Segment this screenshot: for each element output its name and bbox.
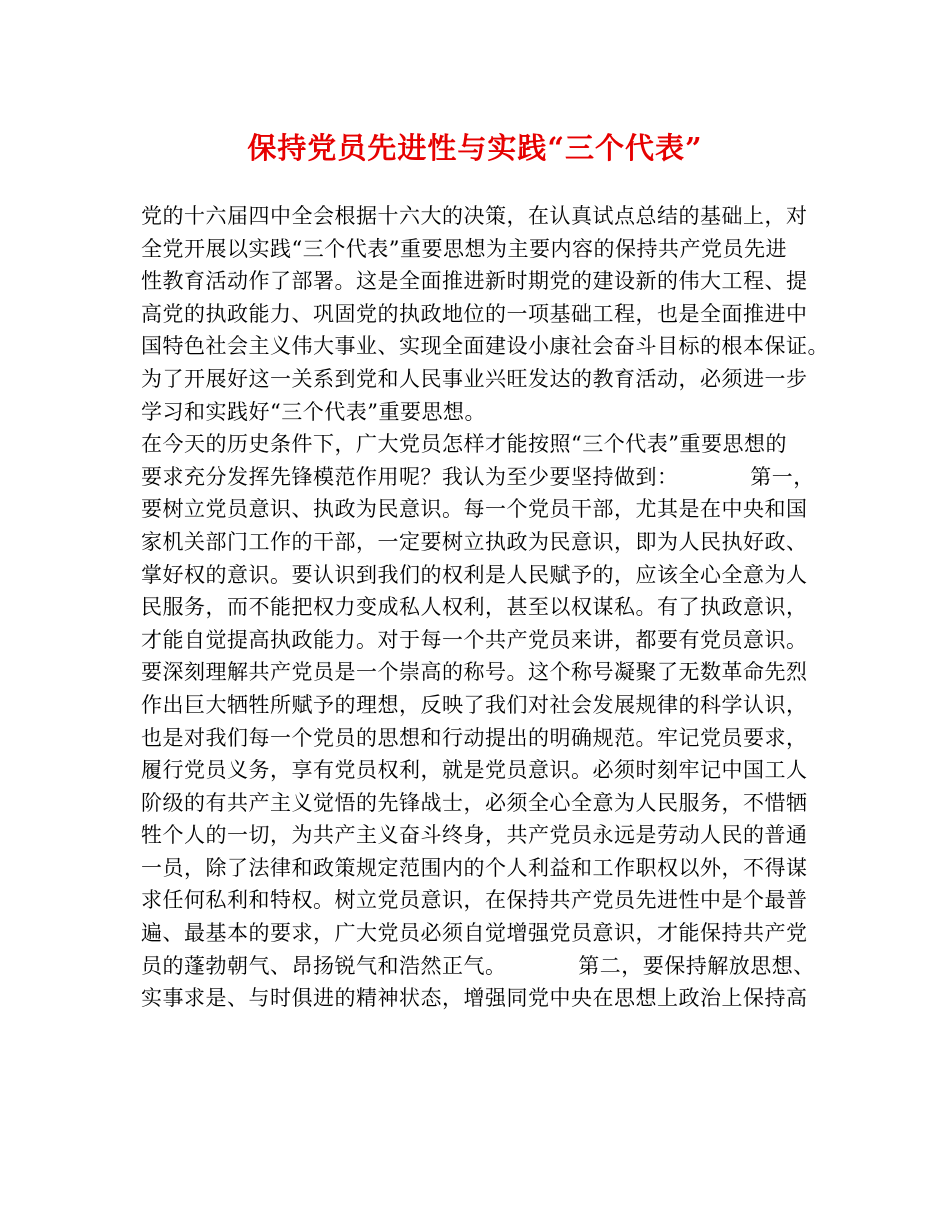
body-line: 民服务，而不能把权力变成私人权利，甚至以权谋私。有了执政意识， [141,595,808,620]
body-line: 牲个人的一切，为共产主义奋斗终身，共产党员永远是劳动人民的普通 [141,823,808,848]
body-line: 党的十六届四中全会根据十六大的决策，在认真试点总结的基础上，对 [141,204,808,228]
body-line: 一员，除了法律和政策规定范围内的个人利益和工作职权以外，不得谋 [141,855,808,880]
body-line: 作出巨大牺牲所赋予的理想，反映了我们对社会发展规律的科学认识， [141,692,808,717]
body-line: 学习和实践好“三个代表”重要思想。 [141,399,486,424]
body-line: 要深刻理解共产党员是一个崇高的称号。这个称号凝聚了无数革命先烈 [141,660,808,685]
body-line: 阶级的有共产主义觉悟的先锋战士，必须全心全意为人民服务，不惜牺 [141,790,808,815]
body-line: 全党开展以实践“三个代表”重要思想为主要内容的保持共产党员先进 [141,236,787,261]
body-line: 求任何私利和特权。树立党员意识，在保持共产党员先进性中是个最普 [141,888,808,913]
body-line: 也是对我们每一个党员的思想和行动提出的明确规范。牢记党员要求， [141,725,808,750]
body-line: 性教育活动作了部署。这是全面推进新时期党的建设新的伟大工程、提 [141,269,808,294]
document-body [141,200,829,1015]
body-line: 员的蓬勃朝气、昂扬锐气和浩然正气。 第二，要保持解放思想、 [141,953,815,978]
body-line: 家机关部门工作的干部，一定要树立执政为民意识，即为人民执好政、 [141,529,808,554]
body-line: 遍、最基本的要求，广大党员必须自觉增强党员意识，才能保持共产党 [141,921,808,946]
body-line: 要求充分发挥先锋模范作用呢？我认为至少要坚持做到： 第一， [141,464,815,489]
body-line: 高党的执政能力、巩固党的执政地位的一项基础工程，也是全面推进中 [141,301,808,326]
body-line: 才能自觉提高执政能力。对于每一个共产党员来讲，都要有党员意识。 [141,627,808,652]
body-line: 实事求是、与时俱进的精神状态，增强同党中央在思想上政治上保持高 [141,986,808,1011]
document-title: 保持党员先进性与实践“三个代表” [247,131,703,165]
body-line: 掌好权的意识。要认识到我们的权利是人民赋予的，应该全心全意为人 [141,562,808,587]
body-line: 履行党员义务，享有党员权利，就是党员意识。必须时刻牢记中国工人 [141,758,808,783]
body-line: 在今天的历史条件下，广大党员怎样才能按照“三个代表”重要思想的 [141,432,787,457]
body-line: 国特色社会主义伟大事业、实现全面建设小康社会奋斗目标的根本保证。 [141,334,829,359]
body-line: 为了开展好这一关系到党和人民事业兴旺发达的教育活动，必须进一步 [141,366,808,391]
body-line: 要树立党员意识、执政为民意识。每一个党员干部，尤其是在中央和国 [141,497,808,522]
